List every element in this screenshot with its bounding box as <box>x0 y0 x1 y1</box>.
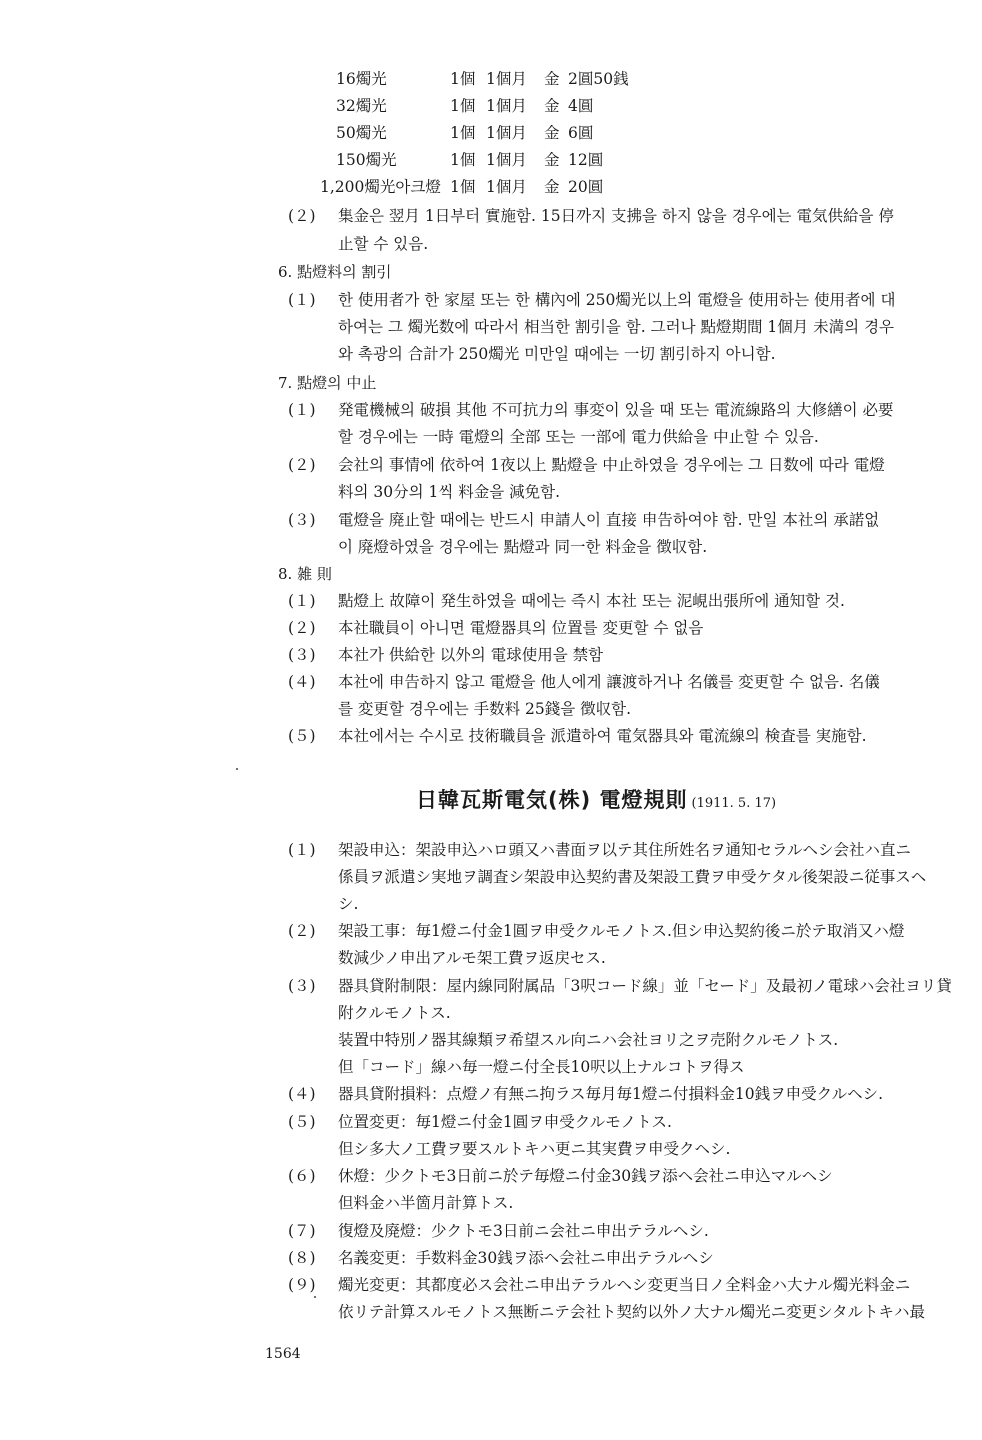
item-line <box>288 1162 833 1190</box>
item-text: 名義変更：手数料金30銭ヲ添ヘ会社ニ申出テラルヘシ <box>338 1249 714 1267</box>
item-text: 本社職員이 아니면 電燈器具의 位置를 変更할 수 없음 <box>338 619 704 637</box>
item-number: (７) <box>288 1222 316 1240</box>
rate-price: 12圓 <box>568 151 604 169</box>
title-main: 日韓瓦斯電気(株) 電燈規則 <box>416 788 688 812</box>
rate-qty: 1個 <box>450 151 476 169</box>
item-text: 燭光変更：其都度必ス会社ニ申出テラルヘシ変更当日ノ全料金ハ大ナル燭光料金ニ <box>338 1276 911 1294</box>
rate-kin: 金 <box>544 151 560 169</box>
item-continuation: 係員ヲ派遣シ実地ヲ調査シ架設申込契約書及架設工費ヲ申受ケタル後架設ニ従事スヘ <box>338 868 927 886</box>
item-continuation: 但料金ハ半箇月計算トス. <box>338 1194 514 1212</box>
section-heading: 6. 點燈料의 割引 <box>278 263 392 281</box>
rate-kin: 金 <box>544 124 560 142</box>
rate-kin: 金 <box>544 178 560 196</box>
item-text: 器具貸附損料：点燈ノ有無ニ拘ラス毎月毎1燈ニ付損料金10銭ヲ申受クルヘシ. <box>338 1085 884 1103</box>
rate-price: 2圓50銭 <box>568 70 629 88</box>
rate-period: 1個月 <box>486 124 527 142</box>
section-heading: 8. 雑 則 <box>278 565 332 583</box>
item-text: 会社의 事情에 依하여 1夜以上 點燈을 中止하였을 경우에는 그 日数에 따라 電燈 <box>338 456 885 474</box>
item-continuation: 할 경우에는 一時 電燈의 全部 또는 一部에 電力供給을 中止할 수 있음. <box>338 428 819 446</box>
item-continuation: 와 촉광의 合計가 250燭光 미만일 때에는 一切 割引하지 아니함. <box>338 345 776 363</box>
item-number: (４) <box>288 673 316 691</box>
item-line <box>288 1244 714 1272</box>
page-number: 1564 <box>265 1346 301 1362</box>
rate-row <box>320 120 629 147</box>
rate-qty: 1個 <box>450 124 476 142</box>
rate-table <box>320 66 629 201</box>
item-continuation: 但「コード」線ハ毎一燈ニ付全長10呎以上ナルコトヲ得ス <box>338 1058 745 1076</box>
item-line <box>288 396 894 424</box>
regulation-title <box>416 784 776 814</box>
item-text: 集金은 翌月 1日부터 實施함. 15日까지 支拂을 하지 않을 경우에는 電気供給을 停 <box>338 207 894 225</box>
item-continuation: 但シ多大ノ工費ヲ要スルトキハ更ニ其実費ヲ申受クヘシ. <box>338 1140 731 1158</box>
item-continuation: 数減少ノ申出アルモ架工費ヲ返戻セス. <box>338 949 606 967</box>
item-text: 電燈을 廃止할 때에는 반드시 申請人이 直接 申告하여야 함. 만일 本社의 承諾없 <box>338 511 880 529</box>
item-line <box>288 1080 883 1108</box>
item-line <box>288 506 879 534</box>
item-line <box>288 836 911 864</box>
item-continuation: 를 変更할 경우에는 手数料 25錢을 徴収함. <box>338 700 632 718</box>
item-number: (２) <box>288 922 316 940</box>
item-number: (３) <box>288 977 316 995</box>
rate-price: 4圓 <box>568 97 594 115</box>
rate-row <box>320 174 629 201</box>
item-number: (１) <box>288 291 316 309</box>
item-line <box>288 202 894 230</box>
rate-price: 6圓 <box>568 124 594 142</box>
rate-period: 1個月 <box>486 70 527 88</box>
item-text: 點燈上 故障이 発生하였을 때에는 즉시 本社 또는 泥峴出張所에 通知할 것. <box>338 592 845 610</box>
item-line <box>288 1108 672 1136</box>
item-number: (９) <box>288 1276 316 1294</box>
item-continuation: 装置中特別ノ器其線類ヲ希望スル向ニハ会社ヨリ之ヲ売附クルモノトス. <box>338 1031 839 1049</box>
item-line <box>288 1217 709 1245</box>
item-continuation: シ. <box>338 895 359 913</box>
rate-item: 50燭光 <box>336 124 387 142</box>
item-continuation: 하여는 그 燭光数에 따라서 相当한 割引을 함. 그러나 點燈期間 1個月 未満의 경우 <box>338 318 895 336</box>
item-line <box>288 641 603 669</box>
item-text: 本社가 供給한 以外의 電球使用을 禁함 <box>338 646 604 664</box>
item-line <box>288 972 952 1000</box>
rate-period: 1個月 <box>486 178 527 196</box>
item-text: 復燈及廃燈：少クトモ3日前ニ会社ニ申出テラルヘシ. <box>338 1222 709 1240</box>
item-line <box>288 1271 910 1299</box>
rate-kin: 金 <box>544 70 560 88</box>
item-continuation: 이 廃燈하였을 경우에는 點燈과 同一한 料金을 徴収함. <box>338 538 708 556</box>
item-number: (５) <box>288 727 316 745</box>
item-continuation: 止할 수 있음. <box>338 235 429 253</box>
rate-qty: 1個 <box>450 178 476 196</box>
rate-qty: 1個 <box>450 97 476 115</box>
item-number: (２) <box>288 456 316 474</box>
rate-period: 1個月 <box>486 97 527 115</box>
item-number: (１) <box>288 401 316 419</box>
item-text: 本社에 申告하지 않고 電燈을 他人에게 讓渡하거나 名儀를 変更할 수 없음. 名儀 <box>338 673 880 691</box>
section-heading: 7. 點燈의 中止 <box>278 374 377 392</box>
item-number: (８) <box>288 1249 316 1267</box>
rate-item: 16燭光 <box>336 70 387 88</box>
item-line <box>288 668 880 696</box>
item-text: 器具貸附制限：屋内線同附属品「3呎コード線」並「セード」及最初ノ電球ハ会社ヨリ貸 <box>338 977 952 995</box>
item-line <box>288 451 885 479</box>
rate-row <box>320 147 629 174</box>
item-number: (３) <box>288 511 316 529</box>
item-number: (５) <box>288 1113 316 1131</box>
item-number: (１) <box>288 841 316 859</box>
item-text: 本社에서는 수시로 技術職員을 派遣하여 電気器具와 電流線의 検査를 実施함. <box>338 727 867 745</box>
rate-period: 1個月 <box>486 151 527 169</box>
scan-speck <box>236 768 238 770</box>
item-continuation: 依リテ計算スルモノトス無断ニテ会社ト契約以外ノ大ナル燭光ニ変更シタルトキハ最 <box>338 1303 925 1321</box>
item-number: (６) <box>288 1167 316 1185</box>
rate-item: 32燭光 <box>336 97 387 115</box>
rate-row <box>320 66 629 93</box>
item-number: (４) <box>288 1085 316 1103</box>
rate-item: 150燭光 <box>336 151 397 169</box>
item-text: 한 使用者가 한 家屋 또는 한 構內에 250燭光以上의 電燈을 使用하는 使用者에 대 <box>338 291 896 309</box>
rate-qty: 1個 <box>450 70 476 88</box>
item-text: 架設申込：架設申込ハロ頭又ハ書面ヲ以テ其住所姓名ヲ通知セラルヘシ会社ハ直ニ <box>338 841 912 859</box>
title-date: (1911. 5. 17) <box>691 796 777 811</box>
item-line <box>288 917 904 945</box>
item-text: 架設工事：毎1燈ニ付金1圓ヲ申受クルモノトス.但シ申込契約後ニ於テ取消又ハ燈 <box>338 922 905 940</box>
item-line <box>288 722 867 750</box>
rate-price: 20圓 <box>568 178 604 196</box>
item-number: (１) <box>288 592 316 610</box>
item-line <box>288 286 895 314</box>
item-text: 発電機械의 破損 其他 不可抗力의 事変이 있을 때 또는 電流線路의 大修繕이 必要 <box>338 401 894 419</box>
item-continuation: 料의 30分의 1씩 料金을 減免함. <box>338 483 561 501</box>
item-number: (３) <box>288 646 316 664</box>
item-continuation: 附クルモノトス. <box>338 1004 451 1022</box>
rate-kin: 金 <box>544 97 560 115</box>
scan-speck <box>314 1296 316 1298</box>
rate-item: 1,200燭光아크燈 <box>320 178 441 196</box>
item-number: (２) <box>288 207 316 225</box>
item-text: 休燈：少クトモ3日前ニ於テ毎燈ニ付金30銭ヲ添ヘ会社ニ申込マルヘシ <box>338 1167 833 1185</box>
item-line <box>288 587 845 615</box>
item-number: (２) <box>288 619 316 637</box>
item-line <box>288 614 703 642</box>
item-text: 位置変更：毎1燈ニ付金1圓ヲ申受クルモノトス. <box>338 1113 672 1131</box>
rate-row <box>320 93 629 120</box>
